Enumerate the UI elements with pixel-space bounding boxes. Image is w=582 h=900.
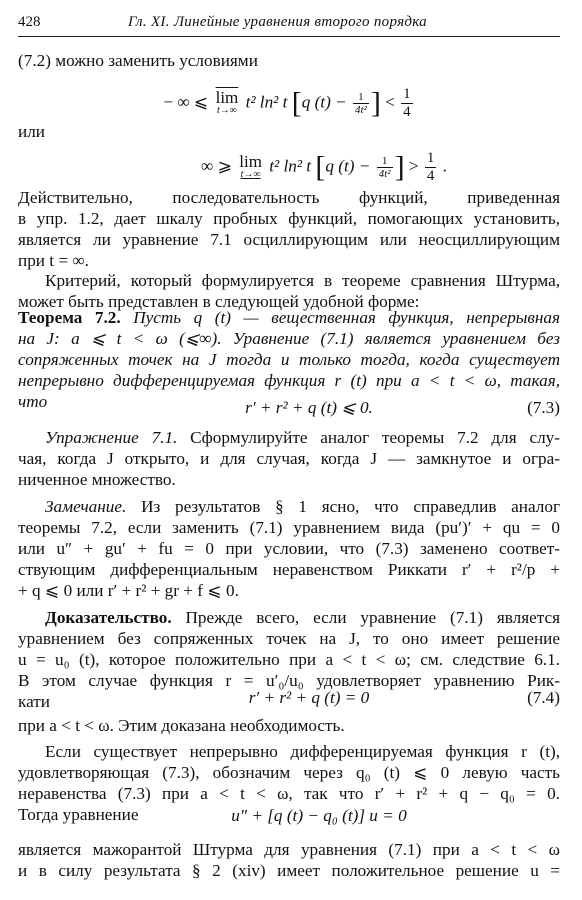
text-line: непрерывно дифференцируемая функция r (t) при a < t < ω, такая, — [18, 371, 560, 390]
proof-label: Доказательство. — [45, 608, 172, 627]
fraction — [425, 150, 437, 185]
theorem-text: Пусть q (t) — вещественная функция, непрерывная — [133, 308, 561, 327]
text-line: является ли уравнение 7.1 осциллирующим или неосциллирующим — [18, 230, 560, 249]
text-line: чая, когда J открыто, и для случая, когда J — замкнутое и огра- — [18, 449, 560, 468]
exercise-text: Сформулируйте аналог теоремы 7.2 для слу- — [190, 428, 560, 447]
text-line: Тогда уравнение — [18, 805, 139, 824]
text-line: может быть представлен в следующей удобной форме: — [18, 292, 420, 311]
fraction — [377, 155, 393, 180]
remark-text: Из результатов § 1 ясно, что справедлив аналог — [141, 497, 560, 516]
frac-num: 1 — [377, 155, 393, 168]
frac-den: 4t² — [355, 104, 367, 116]
text-line: + q ⩽ 0 или r′ + r² + gr + f ⩽ 0. — [18, 581, 239, 600]
eq-part: ∞ ⩾ — [201, 156, 232, 176]
lim-text: $\overline{lim}$ — [215, 87, 239, 107]
equation-7-4: r′ + r² + q (t) = 0 — [248, 688, 370, 707]
theorem-label: Теорема 7.2. — [18, 308, 121, 327]
text-line: при t = ∞. — [18, 251, 89, 270]
equation-majorant: u″ + [q (t) − q₀ (t)] u = 0 — [231, 806, 407, 825]
text-line: удовлетворяющая (7.3), обозначим через q₀ (t) ⩽ 0 левую часть — [18, 763, 560, 782]
exercise-line — [45, 428, 560, 448]
lim-sub: t→∞ — [216, 104, 237, 116]
text-line: при a < t < ω. Этим доказана необходимость. — [18, 716, 345, 735]
text-line: в упр. 1.2, дает шкалу пробных функций, помогающих установить, — [18, 209, 560, 228]
fraction — [401, 86, 413, 121]
frac-den: 4 — [403, 104, 411, 120]
frac-num: 1 — [426, 150, 435, 166]
text-line: на J: a ⩽ t < ω (⩽∞). Уравнение (7.1) является уравнением без — [18, 329, 560, 348]
text-line: ниченное множество. — [18, 470, 176, 489]
liminf-operator — [239, 151, 262, 181]
exercise-label: Упражнение 7.1. — [45, 428, 178, 447]
running-header — [18, 10, 560, 37]
theorem-line — [18, 308, 560, 328]
proof-line — [45, 608, 560, 628]
equation-liminf: ∞ ⩾ lim t→∞ t² ln² t [q (t) − $\frac{1}{\text{4t²}}$ ] > $\frac{1}{4}$ . — [201, 150, 447, 184]
eq-part: t² ln² t — [245, 92, 288, 112]
eq-part: . — [442, 156, 447, 176]
page-number: 428 — [18, 14, 41, 30]
eq-part: t² ln² t — [269, 156, 312, 176]
proof-text: Прежде всего, если уравнение (7.1) является — [185, 608, 560, 627]
eq-part: q (t) − — [301, 92, 347, 112]
frac-den: 4t² — [378, 168, 391, 180]
text-line: уравнением без сопряженных точек на J, то оно имеет решение — [18, 629, 560, 648]
lim-text: lim — [239, 151, 262, 171]
equation-limsup: − ∞ ⩽ $\overline{lim}$ t→∞ t² ln² t [q (t) − $\frac{1}{\text{4t²}}$ ] < $\frac{1}{4}$ — [163, 86, 411, 120]
running-title: Гл. XI. Линейные уравнения второго порядка — [128, 14, 427, 30]
equation-tag: (7.4) — [527, 688, 560, 707]
frac-num: 1 — [403, 86, 411, 102]
text-line: и в силу результата § 2 (xiv) имеет положительное решение u = — [18, 861, 560, 880]
text-line: ствующим дифференциальным неравенством Риккати r′ + r²/p + — [18, 560, 560, 579]
text-line: кати — [18, 692, 50, 711]
limsup-operator — [215, 87, 239, 117]
eq-part: q (t) − — [325, 156, 371, 176]
equation-tag: (7.3) — [527, 398, 560, 417]
equation-7-3: r′ + r² + q (t) ⩽ 0. — [245, 398, 373, 417]
text-line: Критерий, который формулируется в теореме сравнения Штурма, — [45, 271, 560, 290]
text-line: u = u₀ (t), которое положительно при a < t < ω; см. следствие 6.1. — [18, 650, 560, 669]
text-line: неравенства (7.3) при a < t < ω, так что r′ + r² + q − q₀ = 0. — [18, 784, 560, 803]
text-line: Действительно, последовательность функций, приведенная — [18, 188, 560, 207]
text-line: Если существует непрерывно дифференцируемая функция r (t), — [45, 742, 560, 761]
text-line: сопряженных точек на J тогда и только тогда, когда существует — [18, 350, 560, 369]
text-line: или — [18, 122, 45, 141]
eq-part: − ∞ ⩽ — [163, 92, 209, 112]
remark-label: Замечание. — [45, 497, 127, 516]
eq-part: > — [408, 156, 419, 176]
text-line: является мажорантой Штурма для уравнения (7.1) при a < t < ω — [18, 840, 560, 859]
fraction — [353, 91, 369, 116]
text-line: или u″ + gu′ + fu = 0 при условии, что (7.3) заменено соответ- — [18, 539, 560, 558]
frac-num: 1 — [353, 91, 369, 104]
text-line: (7.2) можно заменить условиями — [18, 51, 258, 70]
frac-den: 4 — [426, 168, 435, 184]
eq-part: < — [385, 92, 395, 112]
text-line: В этом случае функция r = u′₀/u₀ удовлетворяет уравнению Рик- — [18, 671, 560, 690]
lim-sub: t→∞ — [240, 168, 261, 180]
remark-line — [45, 497, 560, 517]
text-line: теоремы 7.2, если заменить (7.1) уравнением вида (pu′)′ + qu = 0 — [18, 518, 560, 537]
text-line: что — [18, 392, 48, 411]
